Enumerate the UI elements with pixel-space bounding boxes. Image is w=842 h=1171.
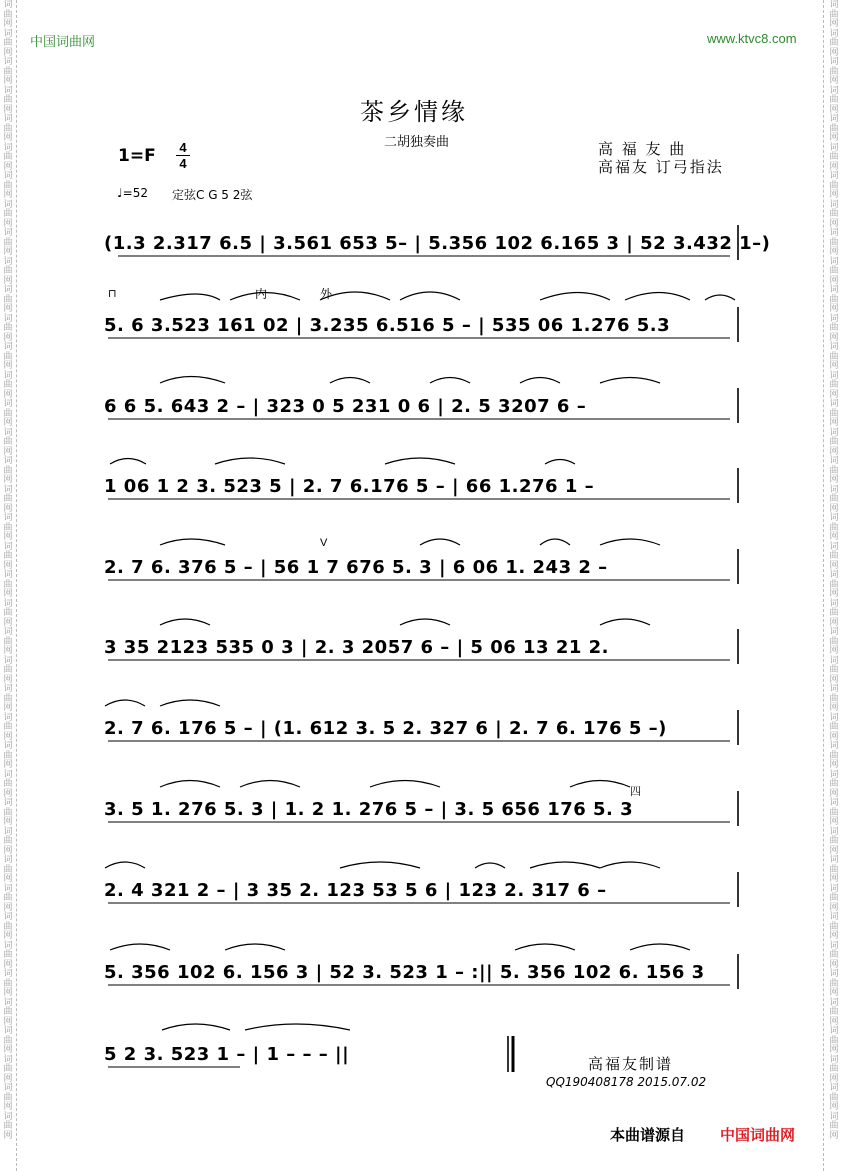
slur-mark	[160, 377, 225, 384]
slur-mark	[160, 781, 220, 788]
slur-mark	[370, 781, 440, 788]
tuning-marking: 定弦C G 5 2弦	[172, 188, 253, 202]
bowing-outer-mark: 外	[320, 287, 333, 301]
key-signature: 1=F	[118, 146, 156, 166]
fingering-credit: 高福友 订弓指法	[598, 158, 724, 176]
slur-mark	[240, 781, 300, 788]
slur-mark	[600, 539, 660, 545]
subtitle: 二胡独奏曲	[384, 135, 450, 150]
source-site-link[interactable]: 中国词曲网	[720, 1126, 796, 1144]
score-line-2: 5. 6 3.523 161 02 | 3.235 6.516 5 – | 535 06 1.276 5.3	[104, 315, 671, 336]
score-line-11: 5 2 3. 523 1 – | 1 – – – ||	[104, 1044, 350, 1065]
slur-mark	[630, 944, 690, 950]
score-line-6: 3 35 2123 535 0 3 | 2. 3 2057 6 – | 5 06 13 21 2.	[104, 637, 610, 658]
score-line-7: 2. 7 6. 176 5 – | (1. 612 3. 5 2. 327 6 | 2. 7 6. 176 5 –)	[104, 718, 667, 739]
slur-mark	[530, 862, 600, 868]
score-line-3: 6 6 5. 643 2 – | 323 0 5 231 0 6 | 2. 5 3207 6 –	[104, 396, 587, 417]
slur-mark	[705, 295, 735, 300]
site-brand-left[interactable]: 中国词曲网	[30, 35, 96, 50]
slur-mark	[625, 293, 690, 301]
slur-mark	[160, 619, 210, 625]
slur-mark	[105, 700, 145, 706]
score-line-1: (1.3 2.317 6.5 | 3.561 653 5– | 5.356 102 6.165 3 | 52 3.432 1–)	[104, 233, 771, 254]
qq-date: QQ190408178 2015.07.02	[546, 1075, 707, 1089]
fourth-finger-mark: 四	[630, 786, 641, 798]
score-line-8: 3. 5 1. 276 5. 3 | 1. 2 1. 276 5 – | 3. 5 656 176 5. 3	[104, 799, 634, 820]
slur-mark	[545, 460, 575, 465]
slur-mark	[340, 862, 420, 868]
right-side-watermark: 词曲网词曲网词曲网词曲网词曲网词曲网词曲网词曲网词曲网词曲网词曲网词曲网词曲网词曲网词曲网词曲网词曲网词曲网词曲网词曲网词曲网词曲网词曲网词曲网词曲网词曲网词曲网词曲网词曲网词曲网词曲网词曲网词曲网词曲网词曲网词曲网词曲网词曲网词曲网词曲网	[829, 0, 839, 1140]
composer-credit: 高 福 友 曲	[598, 140, 687, 158]
slur-mark	[540, 539, 570, 545]
slur-mark	[225, 944, 285, 950]
score-line-5: 2. 7 6. 376 5 – | 56 1 7 676 5. 3 | 6 06 1. 243 2 –	[104, 557, 608, 578]
tempo-marking: ♩=52	[117, 186, 148, 200]
slur-mark	[515, 944, 575, 950]
slur-mark	[475, 863, 505, 868]
bowing-inner-mark: 内	[255, 287, 268, 301]
slur-mark	[570, 781, 630, 788]
site-url-right[interactable]: www.ktvc8.com	[707, 31, 797, 46]
slur-mark	[110, 944, 170, 950]
slur-mark	[400, 619, 450, 625]
page-title: 茶乡情缘	[360, 98, 468, 126]
score-maker: 高福友制谱	[588, 1055, 674, 1073]
slur-mark	[160, 294, 220, 300]
slur-mark	[160, 700, 220, 706]
source-prefix: 本曲谱源自	[610, 1126, 686, 1144]
score-line-9: 2. 4 321 2 – | 3 35 2. 123 53 5 6 | 123 2. 317 6 –	[104, 880, 607, 901]
slur-mark	[600, 619, 650, 625]
slur-mark	[160, 539, 225, 545]
score-line-10: 5. 356 102 6. 156 3 | 52 3. 523 1 – :|| 5. 356 102 6. 156 3	[104, 962, 705, 983]
slur-mark	[215, 458, 285, 464]
slur-mark	[540, 293, 610, 301]
slur-mark	[430, 378, 470, 384]
time-signature-top: 4	[179, 140, 187, 155]
down-bow-mark: ⊓	[108, 288, 117, 300]
slur-mark	[600, 862, 660, 868]
left-side-watermark: 词曲网词曲网词曲网词曲网词曲网词曲网词曲网词曲网词曲网词曲网词曲网词曲网词曲网词曲网词曲网词曲网词曲网词曲网词曲网词曲网词曲网词曲网词曲网词曲网词曲网词曲网词曲网词曲网词曲网词曲网词曲网词曲网词曲网词曲网词曲网词曲网词曲网词曲网词曲网词曲网	[3, 0, 13, 1140]
slur-mark	[105, 862, 145, 868]
slur-mark	[330, 378, 370, 384]
slur-mark	[600, 378, 660, 384]
slur-mark	[385, 458, 455, 464]
slur-mark	[400, 292, 460, 300]
slur-mark	[162, 1024, 230, 1030]
slur-mark	[245, 1024, 350, 1030]
score-line-4: 1 06 1 2 3. 523 5 | 2. 7 6.176 5 – | 66 1.276 1 –	[104, 476, 595, 497]
slur-mark	[420, 539, 460, 545]
slur-mark	[110, 459, 146, 465]
slur-mark	[520, 378, 560, 384]
time-signature-bottom: 4	[179, 156, 187, 171]
up-bow-mark: V	[320, 537, 328, 549]
